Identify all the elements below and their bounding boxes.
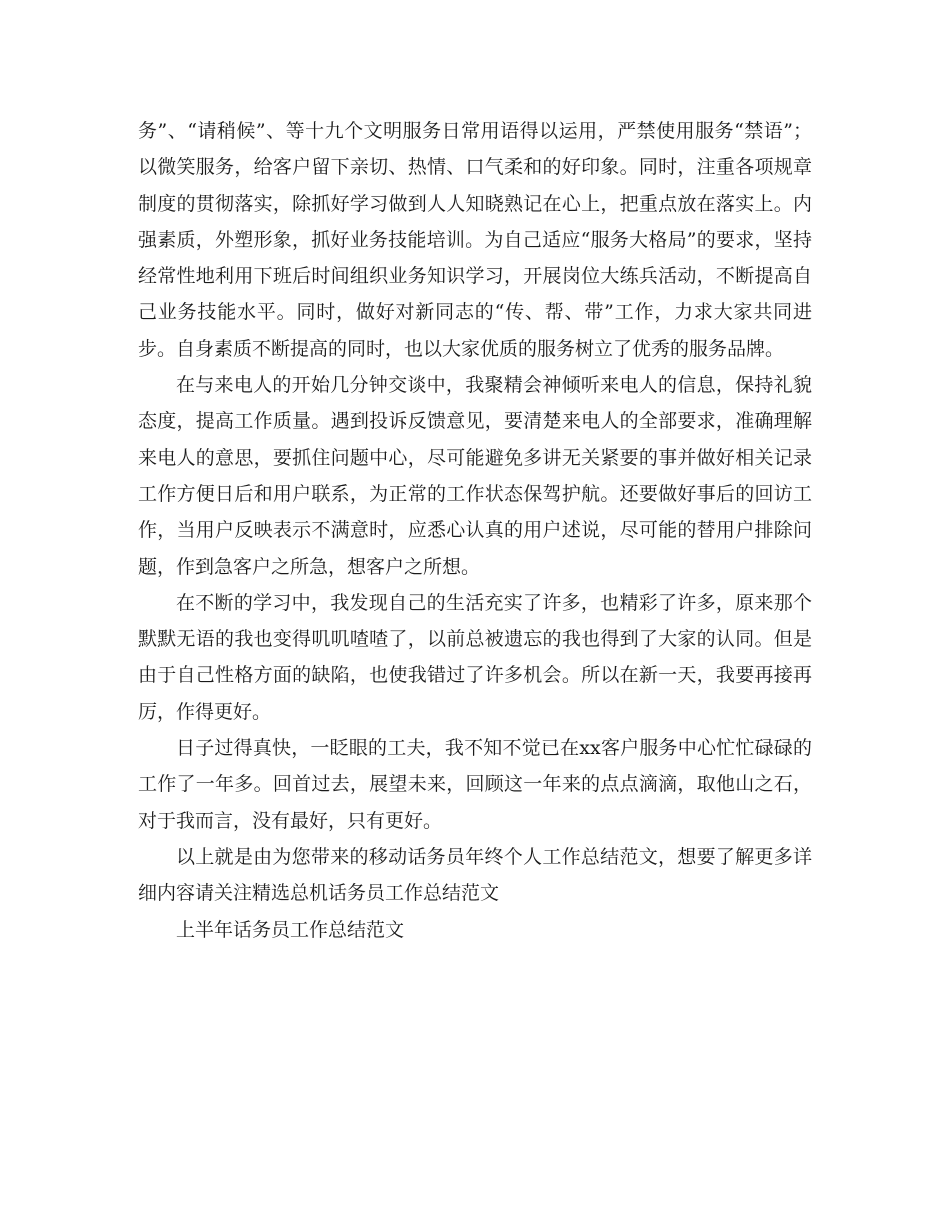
paragraph-3: 在不断的学习中，我发现自己的生活充实了许多，也精彩了许多，原来那个默默无语的我也变得叽叽喳喳了，以前总被遗忘的我也得到了大家的认同。但是由于自己性格方面的缺陷，也使我错过了许多机会。所以在新一天，我要再接再厉，作得更好。 [138,591,812,723]
paragraph-6: 上半年话务员工作总结范文 [176,918,405,941]
paragraph-2: 在与来电人的开始几分钟交谈中，我聚精会神倾听来电人的信息，保持礼貌态度，提高工作质量。遇到投诉反馈意见，要清楚来电人的全部要求，准确理解来电人的意思，要抓住问题中心，尽可能避免多讲无关紧要的事并做好相关记录工作方便日后和用户联系，为正常的工作状态保驾护航。还要做好事后的回访工作，当用户反映表示不满意时，应悉心认真的用户述说，尽可能的替用户排除问题，作到急客户之所急，想客户之所想。 [138,374,812,578]
paragraph-4: 日子过得真快，一眨眼的工夫，我不知不觉已在xx客户服务中心忙忙碌碌的工作了一年多。回首过去，展望未来，回顾这一年来的点点滴滴，取他山之石，对于我而言，没有最好，只有更好。 [138,737,812,832]
document-body [138,113,812,948]
paragraph-1: 务”、“请稍候”、等十九个文明服务日常用语得以运用，严禁使用服务“禁语”；以微笑服务，给客户留下亲切、热情、口气柔和的好印象。同时，注重各项规章制度的贯彻落实，除抓好学习做到人人知晓熟记在心上，把重点放在落实上。内强素质，外塑形象，抓好业务技能培训。为自己适应“服务大格局”的要求，坚持经常性地利用下班后时间组织业务知识学习，开展岗位大练兵活动，不断提高自己业务技能水平。同时，做好对新同志的“传、帮、带”工作，力求大家共同进步。自身素质不断提高的同时，也以大家优质的服务树立了优秀的服务品牌。 [138,120,812,360]
paragraph-5: 以上就是由为您带来的移动话务员年终个人工作总结范文，想要了解更多详细内容请关注精选总机话务员工作总结范文 [138,845,812,905]
